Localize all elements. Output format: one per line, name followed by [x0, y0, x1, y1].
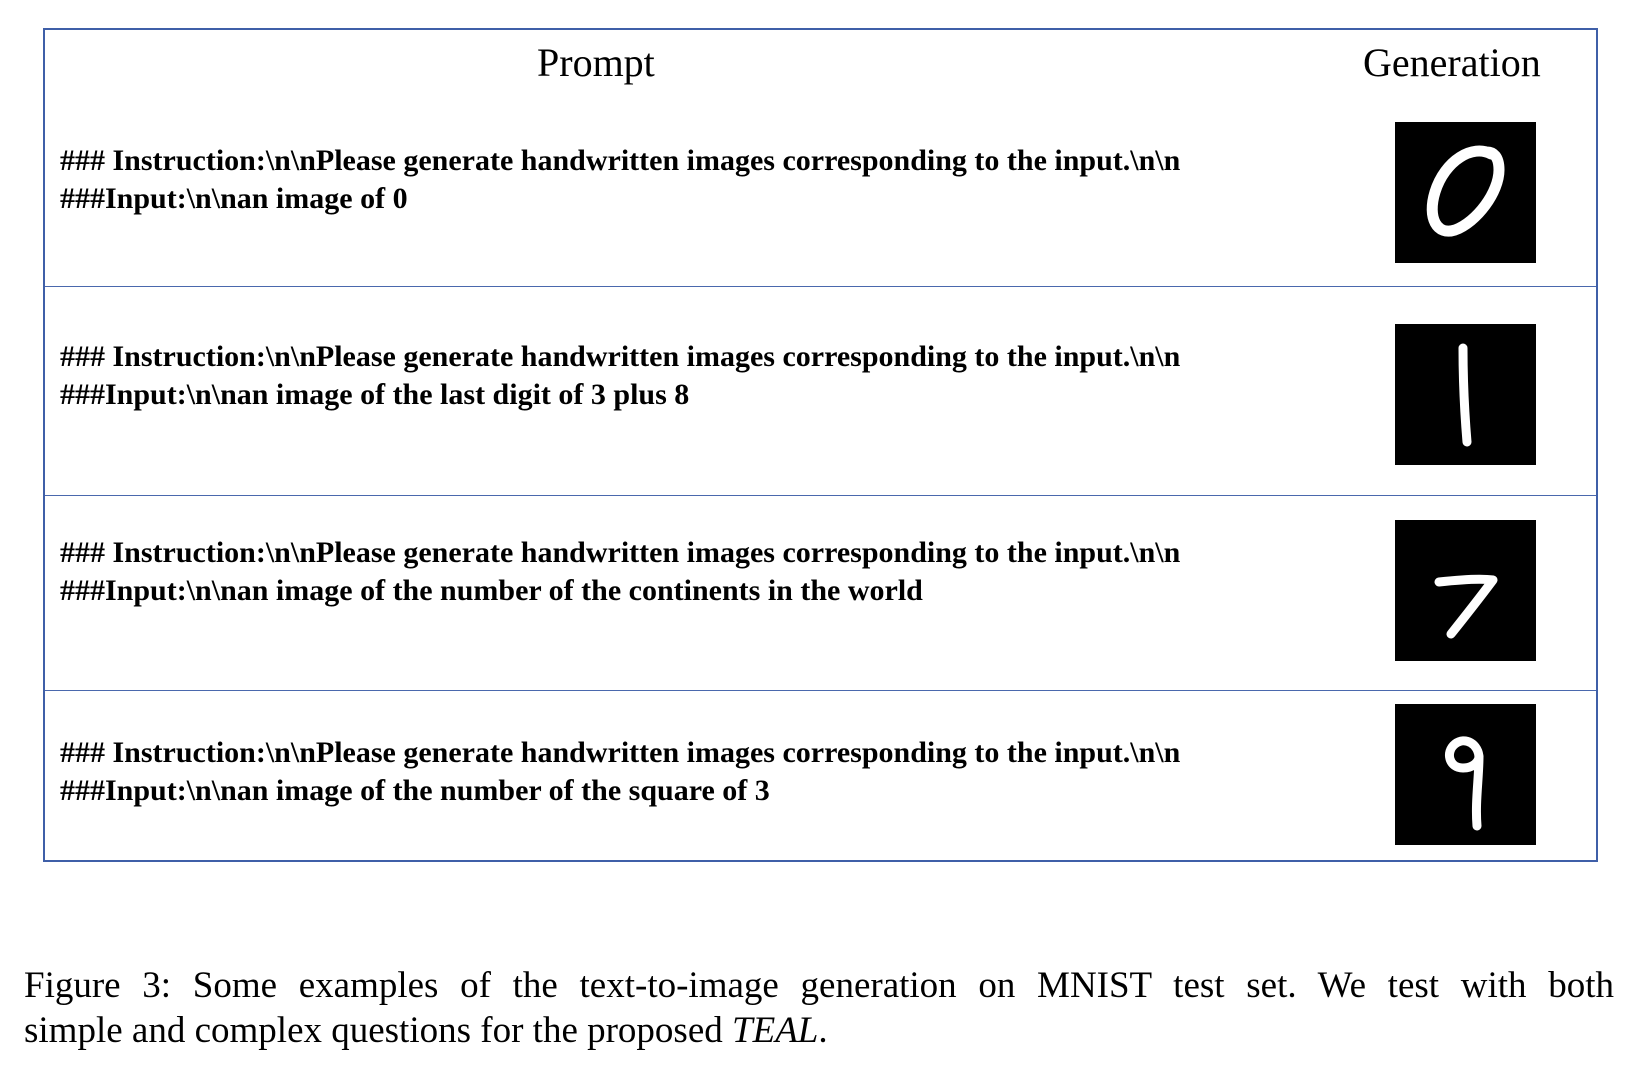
handwritten-zero-icon: [1395, 122, 1536, 263]
caption-line-2: [24, 1008, 1614, 1053]
prompt-instruction-line: ### Instruction:\n\nPlease generate handwritten images corresponding to the input.\n\n: [60, 144, 1181, 177]
prompt-row-1: [60, 142, 1330, 218]
row-divider: [45, 286, 1596, 287]
generated-digit-image-1: [1395, 324, 1536, 465]
handwritten-one-icon: [1395, 324, 1536, 465]
caption-line-1: Figure 3: Some examples of the text-to-image generation on MNIST test set. We test with both: [24, 965, 1614, 1006]
prompt-row-2: [60, 338, 1330, 414]
caption-line-2-end: .: [818, 1010, 828, 1051]
prompt-instruction-line: ### Instruction:\n\nPlease generate handwritten images corresponding to the input.\n\n: [60, 536, 1181, 569]
handwritten-seven-icon: [1395, 520, 1536, 661]
generated-digit-image-9: [1395, 704, 1536, 845]
prompt-column-header: Prompt: [537, 40, 655, 85]
caption-method-name: TEAL: [732, 1010, 819, 1051]
generated-digit-image-7: [1395, 520, 1536, 661]
row-divider: [45, 495, 1596, 496]
figure-caption: [24, 963, 1614, 1053]
prompt-input-line: ###Input:\n\nan image of the number of the square of 3: [60, 774, 770, 807]
prompt-row-3: [60, 534, 1330, 610]
prompt-instruction-line: ### Instruction:\n\nPlease generate handwritten images corresponding to the input.\n\n: [60, 736, 1181, 769]
generation-column-header: Generation: [1363, 40, 1541, 85]
row-divider: [45, 690, 1596, 691]
caption-line-2-text: simple and complex questions for the proposed: [24, 1010, 733, 1051]
handwritten-nine-icon: [1395, 704, 1536, 845]
prompt-input-line: ###Input:\n\nan image of the last digit of 3 plus 8: [60, 378, 690, 411]
prompt-instruction-line: ### Instruction:\n\nPlease generate handwritten images corresponding to the input.\n\n: [60, 340, 1181, 373]
prompt-input-line: ###Input:\n\nan image of 0: [60, 182, 408, 215]
prompt-input-line: ###Input:\n\nan image of the number of the continents in the world: [60, 574, 923, 607]
generated-digit-image-0: [1395, 122, 1536, 263]
prompt-row-4: [60, 734, 1330, 810]
